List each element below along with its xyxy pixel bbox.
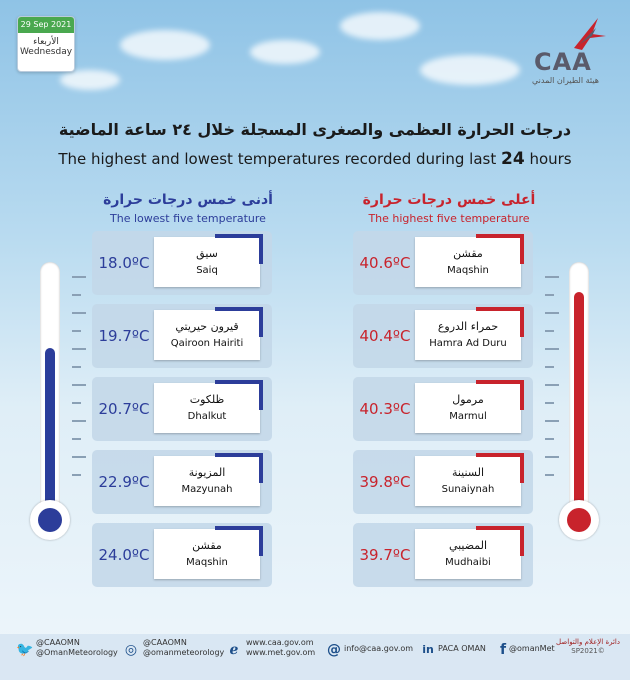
page-title-en <box>0 149 630 169</box>
date-day-ar: الأربعاء <box>33 37 59 47</box>
temperature-value: 18.0ºC <box>98 254 150 272</box>
footer-instagram[interactable] <box>143 638 224 658</box>
lowest-row <box>92 523 272 587</box>
thermometer-low <box>30 262 70 552</box>
highest-row <box>353 231 533 295</box>
thermometer-tick <box>72 474 81 476</box>
thermometer-tick <box>545 312 559 314</box>
footer-facebook[interactable]: @omanMet <box>509 644 555 653</box>
station-name-en: Qairoon Hairiti <box>170 338 244 349</box>
station-name-en: Mazyunah <box>181 484 233 495</box>
airplane-icon <box>568 14 608 52</box>
lowest-row <box>92 304 272 368</box>
lowest-row <box>92 450 272 514</box>
title-en-post: hours <box>529 150 572 168</box>
station-card <box>154 310 260 360</box>
station-card <box>415 456 521 506</box>
station-name-en: Marmul <box>449 411 487 422</box>
twitter-handle-1[interactable]: @CAAOMN <box>36 638 80 647</box>
footer-linkedin[interactable]: PACA OMAN <box>438 644 486 653</box>
instagram-handle-2[interactable]: @omanmeteorology <box>143 648 225 657</box>
station-card <box>415 383 521 433</box>
thermometer-tick <box>545 348 559 350</box>
thermometer-fill <box>45 348 55 518</box>
temperature-value: 22.9ºC <box>98 473 150 491</box>
station-name-ar: المضيبي <box>448 539 488 552</box>
station-card <box>415 237 521 287</box>
footer-twitter[interactable] <box>36 638 118 658</box>
card-accent <box>215 526 263 530</box>
thermometer-bulb <box>559 500 599 540</box>
thermometer-tick <box>72 294 81 296</box>
thermometer-tick <box>72 456 86 458</box>
cloud-decoration <box>340 12 420 40</box>
temperature-value: 20.7ºC <box>98 400 150 418</box>
thermometer-tick <box>545 402 554 404</box>
station-name-ar: السنينة <box>451 466 485 479</box>
temperature-value: 40.6ºC <box>359 254 411 272</box>
station-name-en: Sunaiynah <box>441 484 495 495</box>
station-card <box>415 529 521 579</box>
station-card <box>415 310 521 360</box>
station-name-ar: مقشن <box>192 539 222 552</box>
card-accent <box>476 234 524 238</box>
station-name-ar: حمراء الدروع <box>437 320 499 333</box>
thermometer-tick <box>72 402 81 404</box>
station-name-ar: قيرون حيريتي <box>175 320 239 333</box>
temperature-value: 19.7ºC <box>98 327 150 345</box>
card-accent <box>476 380 524 384</box>
twitter-icon: 🐦 <box>16 642 34 658</box>
card-accent <box>215 234 263 238</box>
thermometer-tick <box>545 294 554 296</box>
thermometer-tick <box>545 420 559 422</box>
thermometer-tick <box>545 330 554 332</box>
station-card <box>154 456 260 506</box>
cloud-decoration <box>60 70 120 90</box>
station-name-en: Mudhaibi <box>445 557 491 568</box>
lowest-heading-ar: أدنى خمس درجات حرارة <box>103 192 273 208</box>
logo-text: CAA <box>534 48 592 76</box>
thermometer-tick <box>72 366 81 368</box>
thermometer-tick <box>72 420 86 422</box>
thermometer-tick <box>545 474 554 476</box>
station-name-ar: مرمول <box>452 393 484 406</box>
facebook-icon: f <box>499 642 507 658</box>
web-link-2[interactable]: www.met.gov.om <box>246 648 316 657</box>
thermometer-tick <box>72 348 86 350</box>
thermometer-tick <box>72 438 81 440</box>
highest-row <box>353 377 533 441</box>
date-card <box>17 16 75 72</box>
station-name-en: Maqshin <box>186 557 228 568</box>
card-accent <box>476 307 524 311</box>
instagram-handle-1[interactable]: @CAAOMN <box>143 638 187 647</box>
card-accent <box>476 453 524 457</box>
station-name-ar: المزيونة <box>188 466 226 479</box>
linkedin-icon: in <box>422 643 434 656</box>
station-name-ar: سيق <box>196 247 218 260</box>
temperature-value: 39.8ºC <box>359 473 411 491</box>
cloud-decoration <box>420 55 520 85</box>
station-card <box>154 383 260 433</box>
lowest-row <box>92 231 272 295</box>
temperature-value: 40.3ºC <box>359 400 411 418</box>
station-name-en: Hamra Ad Duru <box>429 338 507 349</box>
temperature-value: 39.7ºC <box>359 546 411 564</box>
thermometer-tick <box>72 384 86 386</box>
footer-web[interactable] <box>246 638 315 658</box>
station-name-ar: مقشن <box>453 247 483 260</box>
cloud-decoration <box>250 40 320 64</box>
thermometer-tick <box>72 276 86 278</box>
footer-department <box>552 638 624 656</box>
cloud-decoration <box>120 30 210 60</box>
lowest-row <box>92 377 272 441</box>
department-name: دائرة الإعلام والتواصل <box>556 638 620 646</box>
thermometer-tick <box>545 438 554 440</box>
thermometer-tick <box>72 330 81 332</box>
thermometer-tick <box>545 456 559 458</box>
station-name-en: Saiq <box>196 265 218 276</box>
logo-subtitle: هيئة الطيران المدني <box>532 76 599 85</box>
thermometer-tick <box>545 366 554 368</box>
card-accent <box>215 380 263 384</box>
thermometer-bulb <box>30 500 70 540</box>
web-icon: ℯ <box>229 642 239 658</box>
page-title-ar: درجات الحرارة العظمى والصغرى المسجلة خلال ٢٤ ساعة الماضية <box>58 120 572 139</box>
department-tag: ©SP2021 <box>571 647 605 655</box>
highest-row <box>353 304 533 368</box>
caa-logo <box>528 14 618 84</box>
temperature-value: 40.4ºC <box>359 327 411 345</box>
thermometer-tick <box>545 276 559 278</box>
card-accent <box>476 526 524 530</box>
footer-email[interactable]: info@caa.gov.om <box>344 644 414 653</box>
card-accent <box>215 453 263 457</box>
station-card <box>154 237 260 287</box>
date-day-en: Wednesday <box>19 47 73 57</box>
web-link-1[interactable]: www.caa.gov.om <box>246 638 314 647</box>
thermometer-tick <box>545 384 559 386</box>
lowest-heading-en: The lowest five temperature <box>110 212 266 225</box>
temperature-value: 24.0ºC <box>98 546 150 564</box>
twitter-handle-2[interactable]: @OmanMeteorology <box>36 648 118 657</box>
highest-heading-en: The highest five temperature <box>368 212 530 225</box>
thermometer-high <box>559 262 599 552</box>
instagram-icon: ◎ <box>124 642 138 658</box>
email-icon: @ <box>327 642 341 658</box>
highest-row <box>353 450 533 514</box>
highest-heading-ar: أعلى خمس درجات حرارة <box>362 192 536 208</box>
station-card <box>154 529 260 579</box>
station-name-en: Dhalkut <box>187 411 227 422</box>
date-short: 29 Sep 2021 <box>18 17 74 33</box>
station-name-ar: ظلكوت <box>189 393 225 406</box>
card-accent <box>215 307 263 311</box>
thermometer-tick <box>72 312 86 314</box>
footer <box>0 634 630 680</box>
thermometer-fill <box>574 292 584 518</box>
station-name-en: Maqshin <box>447 265 489 276</box>
title-en-num: 24 <box>501 149 525 169</box>
title-en-pre: The highest and lowest temperatures recorded during last <box>58 150 497 168</box>
highest-row <box>353 523 533 587</box>
